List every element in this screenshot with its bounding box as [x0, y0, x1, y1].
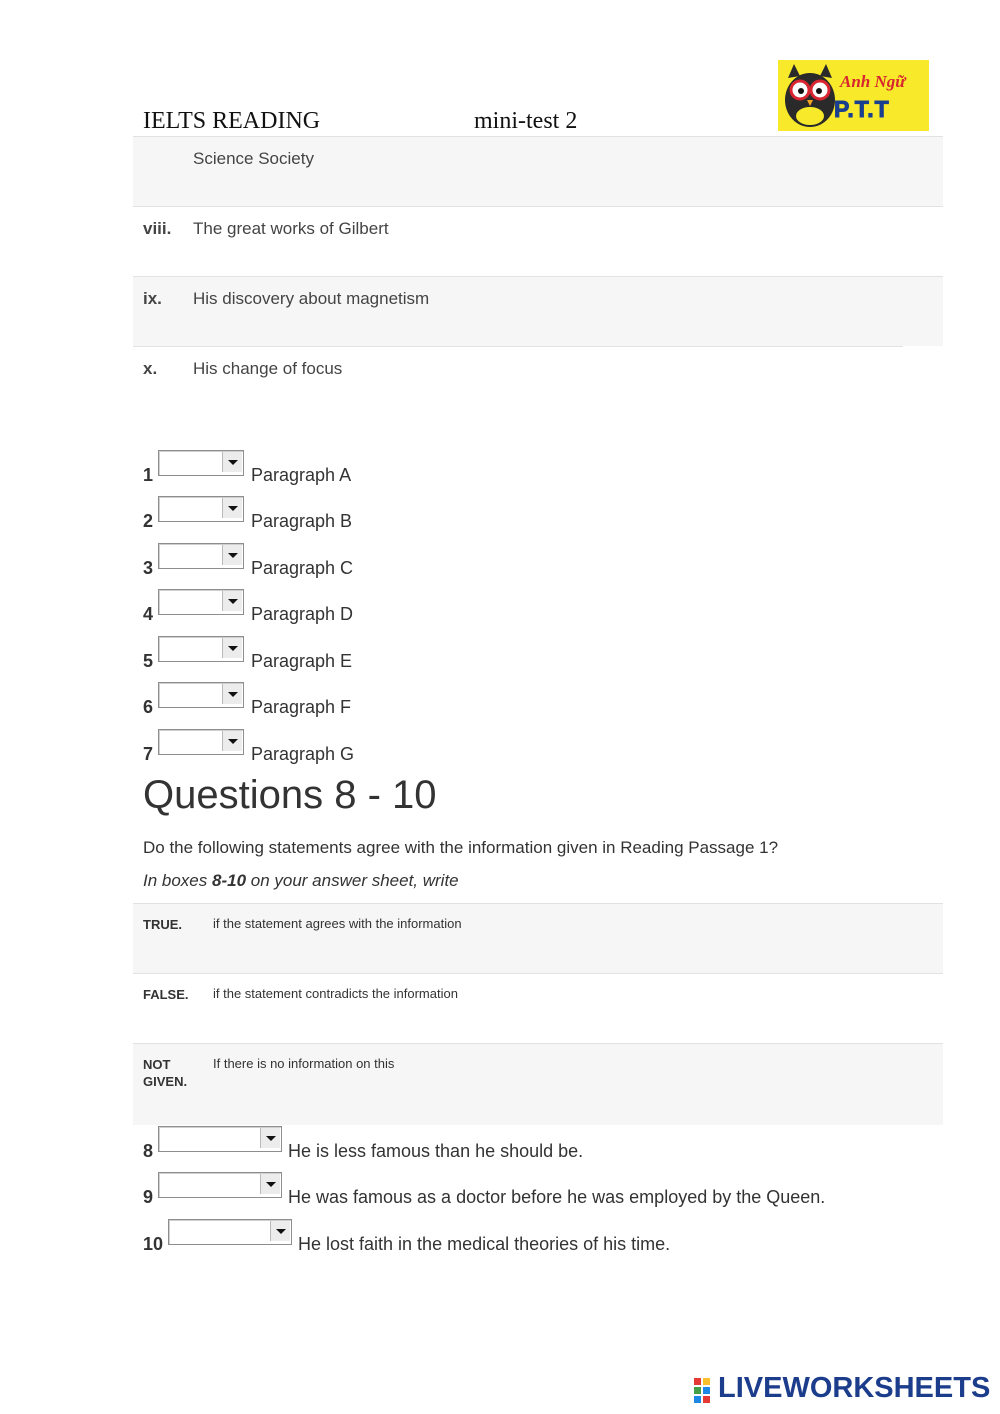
- chevron-down-icon[interactable]: [222, 591, 242, 611]
- paragraph-label: Paragraph A: [251, 465, 352, 485]
- heading-text: His change of focus: [193, 359, 343, 378]
- paragraph-label: Paragraph E: [251, 651, 353, 671]
- key-row: [133, 1043, 943, 1125]
- answer-dropdown[interactable]: [158, 496, 244, 522]
- statement-text: He is less famous than he should be.: [288, 1141, 584, 1161]
- key-description: if the statement contradicts the information: [213, 986, 458, 1001]
- question-number: 9: [143, 1187, 154, 1207]
- key-description: If there is no information on this: [213, 1056, 395, 1071]
- answer-dropdown[interactable]: [158, 636, 244, 662]
- key-term: NOT GIVEN.: [143, 1057, 188, 1089]
- question-number: 3: [143, 558, 154, 578]
- paragraph-label: Paragraph G: [251, 744, 355, 764]
- chevron-down-icon[interactable]: [270, 1221, 290, 1241]
- heading-row: [133, 276, 943, 346]
- answer-dropdown[interactable]: [158, 1126, 282, 1152]
- chevron-down-icon[interactable]: [222, 638, 242, 658]
- heading-row: [133, 136, 943, 206]
- answer-key-table: [133, 903, 943, 1125]
- chevron-down-icon[interactable]: [222, 498, 242, 518]
- footer-brand: LIVEWORKSHEETS: [718, 1372, 991, 1404]
- owl-icon: [780, 60, 840, 131]
- chevron-down-icon[interactable]: [260, 1128, 280, 1148]
- answer-range: 8-10: [212, 871, 247, 890]
- question-number: 7: [143, 744, 154, 764]
- chevron-down-icon[interactable]: [222, 452, 242, 472]
- question-number: 2: [143, 511, 154, 531]
- logo-name: P.T.T: [834, 96, 890, 122]
- answer-dropdown[interactable]: [158, 1172, 282, 1198]
- header-title: IELTS READING: [143, 108, 321, 134]
- answer-dropdown[interactable]: [158, 450, 244, 476]
- chevron-down-icon[interactable]: [222, 731, 242, 751]
- key-term: FALSE.: [143, 987, 189, 1002]
- answer-dropdown[interactable]: [158, 729, 244, 755]
- heading-text: The great works of Gilbert: [193, 219, 389, 238]
- chevron-down-icon[interactable]: [260, 1174, 280, 1194]
- paragraph-label: Paragraph C: [251, 558, 354, 578]
- logo-square: [694, 1378, 701, 1385]
- answer-dropdown[interactable]: [158, 589, 244, 615]
- question-number: 6: [143, 697, 154, 717]
- question-number: 10: [143, 1234, 164, 1254]
- headings-list: [133, 136, 943, 416]
- key-term: TRUE.: [143, 917, 182, 932]
- statement-text: He was famous as a doctor before he was employed by the Queen.: [288, 1187, 826, 1207]
- question-number: 5: [143, 651, 154, 671]
- heading-number: viii.: [143, 219, 172, 238]
- key-row: [133, 973, 943, 1043]
- heading-text: Science Society: [193, 149, 314, 168]
- logo-tagline: Anh Ngữ: [840, 72, 906, 91]
- question-number: 4: [143, 604, 154, 624]
- header-subtitle: mini-test 2: [474, 108, 578, 134]
- paragraph-label: Paragraph B: [251, 511, 353, 531]
- heading-number: x.: [143, 359, 158, 378]
- logo-square: [703, 1378, 710, 1385]
- answer-dropdown[interactable]: [168, 1219, 292, 1245]
- paragraph-label: Paragraph F: [251, 697, 352, 717]
- question-number: 1: [143, 465, 154, 485]
- logo-square: [703, 1387, 710, 1394]
- section-instruction: Do the following statements agree with the information given in Reading Passage 1?: [143, 838, 779, 857]
- logo-square: [703, 1396, 710, 1403]
- logo-square: [694, 1387, 701, 1394]
- paragraph-label: Paragraph D: [251, 604, 354, 624]
- statement-text: He lost faith in the medical theories of his time.: [298, 1234, 671, 1254]
- answer-dropdown[interactable]: [158, 682, 244, 708]
- chevron-down-icon[interactable]: [222, 545, 242, 565]
- answer-instruction-prefix: In boxes: [143, 871, 212, 890]
- liveworksheets-logo-icon: [694, 1378, 712, 1406]
- section-title: Questions 8 - 10: [143, 773, 437, 817]
- heading-row: [133, 206, 943, 276]
- chevron-down-icon[interactable]: [222, 684, 242, 704]
- heading-number: ix.: [143, 289, 162, 308]
- heading-row: [133, 346, 903, 416]
- answer-dropdown[interactable]: [158, 543, 244, 569]
- brand-logo: [778, 60, 929, 131]
- logo-square: [694, 1396, 701, 1403]
- answer-instruction: [143, 871, 459, 891]
- answer-instruction-suffix: on your answer sheet, write: [246, 871, 459, 890]
- key-description: if the statement agrees with the information: [213, 916, 462, 931]
- heading-text: His discovery about magnetism: [193, 289, 430, 308]
- key-row: [133, 903, 943, 973]
- question-number: 8: [143, 1141, 154, 1161]
